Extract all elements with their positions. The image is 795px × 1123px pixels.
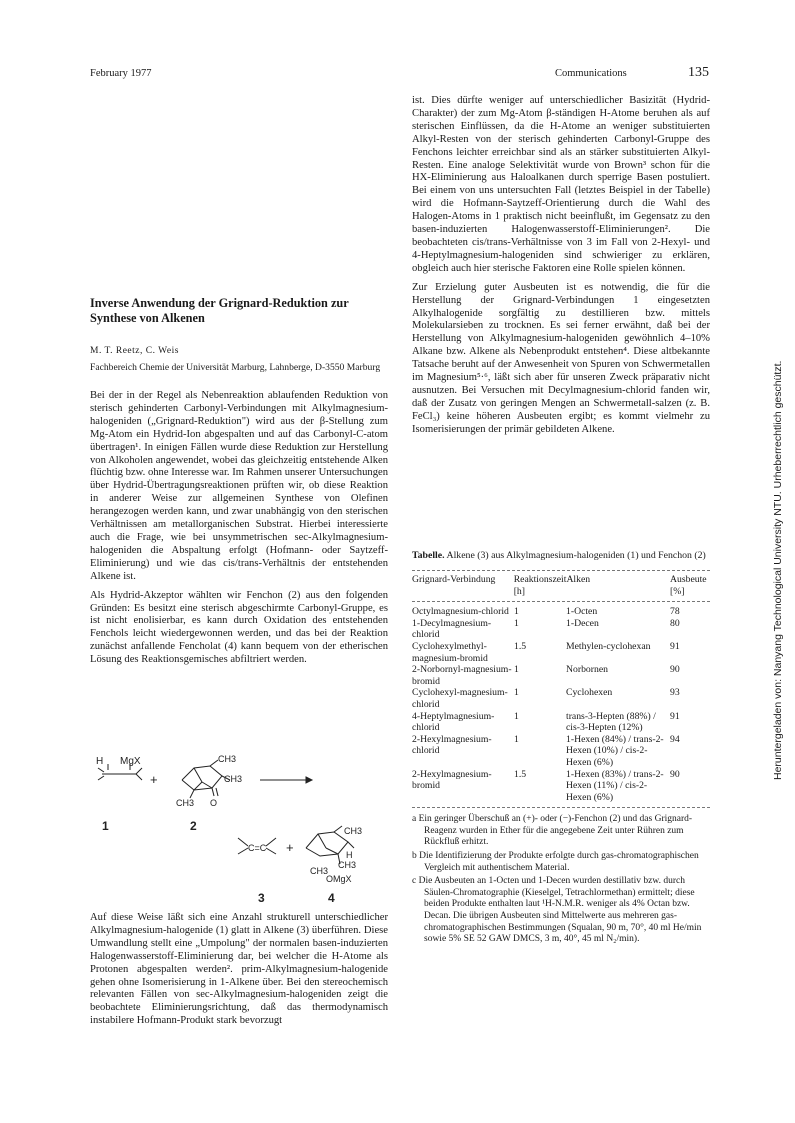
cell: 1.5 [514,768,527,780]
article-affiliation: Fachbereich Chemie der Universität Marburg, Lahnberge, D-3550 Marburg [90,362,381,373]
table-row [412,734,710,769]
table-footnotes [412,814,710,946]
cell: 1-Octen [566,606,598,618]
cell: 91 [670,640,680,652]
cell: 1 [514,687,519,699]
cell: 2-Norbornyl-magnesium-bromid [412,664,512,687]
download-watermark: Heruntergeladen von: Nanyang Technological University NTU. Urheberrechtlich geschützt. [772,360,784,780]
header-time: Reaktionszeit [h] [513,574,567,597]
reaction-arrow [260,777,312,783]
cell: 94 [670,733,680,745]
paragraph-intro: Bei der in der Regel als Nebenreaktion ablaufenden Reduktion von sterisch gehinderten Carbonyl-Verbindungen mit Alkylmagnesium-halogeniden („Grignard-Reduktion") wird aus der β-Stellung zum Mg-Atom ein Hydrid-Ion abgespalten und auf das Carbonyl-C-atom übertragen¹. In einigen Fällen wurde diese Reduktion zur Herstellung von Alkoholen angewendet, wobei das gleichzeitig entstehende Alken flüchtig bzw. ohne Interesse war. Im Rahmen unserer Untersuchungen über Hydrid-Übertragungsreaktionen prüften wir, ob diese Reaktion in anderer Weise zur allgemeinen Synthese von Olefinen herangezogen werden kann, und zwar unabhängig von den sterischen Verhältnissen am metallorganischen Substrat. Hierbei interessierte auch die Frage, wie bei unsymmetrischen sec-Alkylmagnesium-halogeniden die Abspaltung erfolgt (Hofmann- oder Saytzeff-Eliminierung) und wie das cis/trans-Verhältnis der entstehenden Alkene ist. [90,390,388,582]
label-ch3-b: CH3 [224,774,243,784]
label-omgx: OMgX [326,874,352,884]
cell: 90 [670,664,680,676]
cell: 1-Hexen (83%) / trans-2-Hexen (11%) / cis-2-Hexen (6%) [566,768,664,803]
results-table-block [412,550,710,948]
cell: 4-Heptylmagnesium-chlorid [412,710,495,734]
table-caption-label: Tabelle. [412,550,445,561]
table-caption [412,550,710,562]
cell: Norbornen [566,664,608,676]
footnote-c: c Die Ausbeuten an 1-Octen und 1-Decen wurden destillativ bzw. durch Säulen-Chromatographie (Kieselgel, Tetrachlormethan) ermittelt; diese beiden Produkte enthalten laut ¹H-N.M.R. weniger als 4% Octan bzw. Decan. Die übrigen Ausbeuten sind Mittelwerte aus mehreren gas-chromatographischen Bestimmungen (Squalan, 90 m, 70°, 40 ml He/min sowie 5% SE 52 GAW DMCS, 3 m, 40°, 45 ml N₂/min). [412,876,702,945]
paragraph-yields: Zur Erzielung guter Ausbeuten ist es notwendig, die für die Herstellung der Grignard-Verbindungen 1 eingesetzten Alkylhalogenide sorgfältig zu destillieren bzw. mittels Molekularsieben zu trocknen. Es sei ferner erwähnt, daß bei der Herstellung von Alkylmagnesium-halogeniden gewöhnlich 4–10% Alkane bzw. Alkene als Nebenprodukt entstehen⁴. Diese altbekannte Tatsache beruht auf der Anwesenheit von Spuren von Schwermetallen im Magnesium⁵·⁶, läßt sich aber für unseren Zweck präparativ nicht ausnutzen. Bei Versuchen mit Decylmagnesium-chlorid fanden wir, daß der Zusatz von geringen Mengen an Schwermetall-salzen (z. B. FeCl₃) keine höheren Ausbeuten ergibt; es kommt vielmehr zu Isomerisierungen der primär gebildeten Alkene. [412,281,710,435]
cell: 1 [514,733,519,745]
compound-2-structure [182,760,230,798]
label-ch3-e: CH3 [338,860,357,870]
paragraph-fenchone: Als Hydrid-Akzeptor wählten wir Fenchon (2) aus den folgenden Gründen: Es besitzt eine sterisch abgeschirmte Carbonyl-Gruppe, es ist nicht enolisierbar, es kann durch Oxidation des entstehenden Fenchols leicht wiedergewonnen werden, und das bei der Reaktion zunächst anfallende Fencholat (4) kann bequem von der etherischen Lösung des Reaktionsgemisches abfiltriert werden. [90,589,388,666]
cell: 1 [514,606,519,618]
header-yield: Ausbeute [%] [670,574,707,597]
label-oxygen: O [210,798,218,808]
label-h: H [96,756,104,767]
paragraph-umpolung: Auf diese Weise läßt sich eine Anzahl strukturell unterschiedlicher Alkylmagnesium-halogenide (1) glatt in Alkene (3) überführen. Diese Umwandlung stellt eine „Umpolung" der normalen basen-induzierten Halogenwasserstoff-Eliminierung dar, bei welcher die H-Atome als Protonen abgespalten werden². prim-Alkylmagnesium-halogenide gehen ohne Isomerisierung in 1-Alkene über. Bei den stereochemisch relevanten Fällen von sec-Alkylmagnesium-halogeniden zeigt die beobachtete Eliminierungsrichtung, daß das thermodynamisch instabilere Hofmann-Produkt stark bevorzugt [90,912,388,1027]
results-table-body [412,606,710,803]
compound-number-2: 2 [190,819,197,833]
cell: Cyclohexen [566,687,613,699]
cell: Octylmagnesium-chlorid [412,606,509,618]
running-date: February 1977 [90,68,152,79]
right-column [412,95,710,443]
article-title: Inverse Anwendung der Grignard-Reduktion zur Synthese von Alkenen [90,296,349,325]
cell: 1-Decen [566,617,599,629]
cell: 80 [670,617,680,629]
table-caption-text: Alkene (3) aus Alkylmagnesium-halogeniden (1) und Fenchon (2) [446,550,706,561]
cell: 1-Decylmagnesium-chlorid [412,617,492,641]
cell: 2-Hexylmagnesium-bromid [412,768,492,792]
paragraph-selectivity: ist. Dies dürfte weniger auf unterschiedlicher Basizität (Hydrid-Charakter) der zum Mg-Atom β-ständigen H-Atome beruhen als auf sterischen Einflüssen, da die H-Atome an weniger substituierten Alkyl-Resten von der sterisch gehinderten Carbonyl-Gruppe des Fenchons leichter erreichbar sind als an stärker substituierten Alkyl-Resten. Eine analoge Selektivität wurde von Brown³ schon für die HX-Eliminierung aus Haloalkanen durch sperrige Basen postuliert. Bei einem von uns untersuchten Fall (letztes Beispiel in der Tabelle) wird die Hofmann-Saytzeff-Orientierung durch die Wahl des Halogen-Atoms in 1 praktisch nicht beeinflußt, im Gegensatz zu den basen-induzierten Halogenwasserstoff-Eliminierungen². Die beobachteten cis/trans-Verhältnisse von 3 im Fall von 2-Hexyl- und 4-Heptylmagnesium-halogeniden sind schwieriger zu erklären, obgleich auch hier sterische Faktoren eine Rolle spielen können. [412,95,710,274]
cell: 90 [670,768,680,780]
compound-number-1: 1 [102,819,109,833]
footnote-a: a Ein geringer Überschuß an (+)- oder (−)-Fenchon (2) und das Grignard-Reagenz wurden in Ether für die angegebene Zeit unter Rühren zum Rückfluß erhitzt. [412,814,693,848]
cell: Methylen-cyclohexan [566,640,651,652]
article-authors: M. T. Reetz, C. Weis [90,346,179,356]
table-row [412,687,710,710]
label-mgx: MgX [120,756,141,767]
plus-sign-1: + [150,772,158,787]
cell: 93 [670,687,680,699]
cell: 1 [514,617,519,629]
header-grignard: Grignard-Verbindung [412,574,496,585]
cell: Cyclohexylmethyl-magnesium-bromid [412,640,488,664]
table-row [412,641,710,664]
footnote-b: b Die Identifizierung der Produkte erfolgte durch gas-chromatographischen Vergleich mit authentischem Material. [412,851,699,873]
table-row [412,618,710,641]
cell: Cyclohexyl-magnesium-chlorid [412,687,508,710]
cell: 91 [670,710,680,722]
cell: 78 [670,606,680,618]
results-table [412,574,710,597]
running-section: Communications [555,68,627,79]
label-h-4: H [346,850,353,860]
page-number: 135 [688,65,709,80]
header-alkene: Alken [566,574,591,585]
label-ch3-d: CH3 [344,826,363,836]
compound-number-3: 3 [258,891,265,905]
table-row [412,664,710,687]
left-column [90,296,388,673]
cell: 1.5 [514,640,527,652]
table-header-row [412,574,710,597]
compound-number-4: 4 [328,891,335,905]
cell: trans-3-Hepten (88%) / cis-3-Hepten (12%) [566,710,656,734]
label-ch3-a: CH3 [218,754,237,764]
reaction-scheme [90,752,390,912]
label-ch3-c: CH3 [176,798,195,808]
cell: 1-Hexen (84%) / trans-2-Hexen (10%) / cis-2-Hexen (6%) [566,733,664,768]
label-ch3-f: CH3 [310,866,329,876]
cell: 1 [514,710,519,722]
table-row [412,769,710,804]
cell: 2-Hexylmagnesium-chlorid [412,733,492,757]
table-row [412,711,710,734]
table-row [412,606,710,618]
label-cc-double: C=C [248,843,267,853]
plus-sign-2: + [286,840,294,855]
cell: 1 [514,664,519,676]
